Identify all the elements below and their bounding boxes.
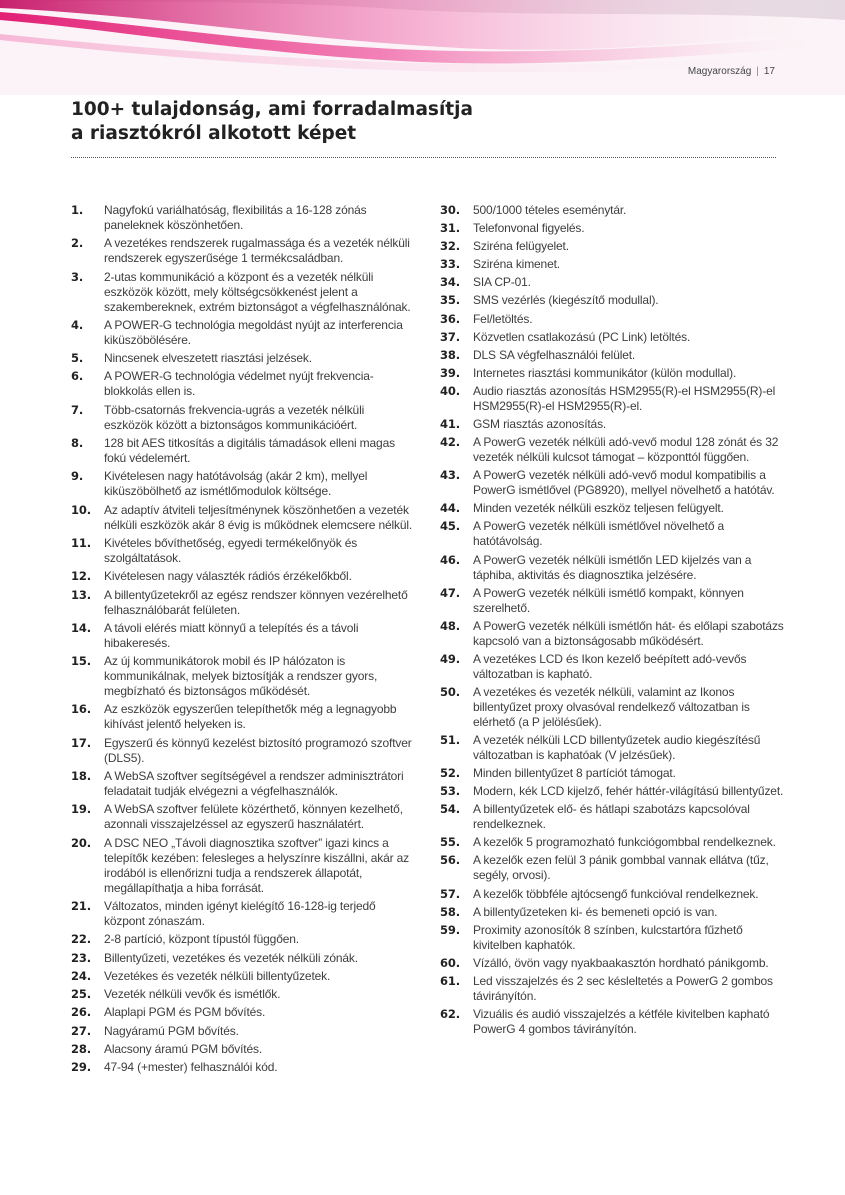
list-item xyxy=(71,621,416,651)
item-text: A PowerG vezeték nélküli ismétlőn LED kijelzés van a táphiba, aktivitás és diagnosztika jelzésére. xyxy=(473,552,752,582)
item-number: 25. xyxy=(71,987,91,1002)
item-number: 21. xyxy=(71,898,91,913)
item-text: Nincsenek elveszetett riasztási jelzések. xyxy=(104,351,312,366)
item-number: 47. xyxy=(440,585,460,600)
list-item xyxy=(440,275,785,290)
item-text: Fel/letöltés. xyxy=(473,311,533,326)
item-text: Internetes riasztási kommunikátor (külön modullal). xyxy=(473,365,737,380)
list-item xyxy=(440,366,785,381)
list-item xyxy=(440,766,785,781)
item-text: A vezetékes és vezeték nélküli, valamint az Ikonos billentyűzet proxy olvasóval rendelkező változatban is elérhető (a P jelölésűek). xyxy=(473,684,750,729)
item-number: 32. xyxy=(440,239,460,254)
item-text: Közvetlen csatlakozású (PC Link) letöltés. xyxy=(473,329,691,344)
item-number: 62. xyxy=(440,1007,460,1021)
list-item xyxy=(440,853,785,883)
item-number: 37. xyxy=(440,329,460,344)
list-item xyxy=(440,468,785,498)
list-item xyxy=(440,586,785,616)
item-text: A billentyűzeteken ki- és bemeneti opció is van. xyxy=(473,904,718,919)
item-number: 60. xyxy=(440,955,460,970)
list-item xyxy=(440,330,785,345)
list-item xyxy=(440,312,785,327)
dotted-divider xyxy=(71,157,776,158)
list-item xyxy=(71,969,416,984)
item-text: Az új kommunikátorok mobil és IP hálózaton is kommunikálnak, melyek biztosítják a rendszer gyors, megbízható és biztonságos működését. xyxy=(104,654,378,699)
item-text: Minden vezeték nélküli eszköz teljesen felügyelt. xyxy=(473,501,724,516)
list-item xyxy=(440,956,785,971)
item-number: 24. xyxy=(71,968,91,983)
item-text: Sziréna felügyelet. xyxy=(473,239,569,254)
list-item xyxy=(440,203,785,218)
item-text: SIA CP-01. xyxy=(473,275,531,290)
item-text: A kezelők 5 programozható funkciógombbal rendelkeznek. xyxy=(473,835,776,850)
list-item xyxy=(71,1024,416,1039)
section-label: Magyarország xyxy=(687,66,752,77)
list-item xyxy=(440,553,785,583)
list-item xyxy=(71,654,416,699)
item-number: 54. xyxy=(440,802,460,817)
list-item xyxy=(440,974,785,1004)
item-number: 6. xyxy=(71,369,84,384)
item-number: 11. xyxy=(71,535,91,550)
item-text: 47-94 (+mester) felhasználói kód. xyxy=(104,1060,278,1075)
item-number: 48. xyxy=(440,618,460,633)
list-item xyxy=(71,403,416,433)
item-text: Nagyfokú variálhatóság, flexibilitás a 16-128 zónás paneleknek köszönhetően. xyxy=(104,203,367,232)
item-text: Kivételesen nagy hatótávolság (akár 2 km), mellyel kiküszöbölhető az ismétlőmodulok költsége. xyxy=(104,469,368,499)
item-number: 39. xyxy=(440,365,460,380)
item-number: 51. xyxy=(440,732,460,747)
item-number: 61. xyxy=(440,973,460,988)
item-text: Led visszajelzés és 2 sec késleltetés a PowerG 2 gombos távirányítón. xyxy=(473,973,773,1003)
list-item xyxy=(440,257,785,272)
page-title xyxy=(71,98,771,146)
list-item xyxy=(71,987,416,1002)
feature-list-right xyxy=(440,203,785,1040)
item-text: A PowerG vezeték nélküli ismétlőn hát- és előlapi szabotázs kapcsoló van a biztonságosabb működésért. xyxy=(473,618,784,648)
item-number: 29. xyxy=(71,1060,91,1075)
item-text: A WebSA szoftver felülete közérthető, könnyen kezelhető, azonnali visszajelzéssel az egyszerű használatért. xyxy=(104,802,403,832)
list-item xyxy=(71,236,416,266)
item-text: Az eszközök egyszerűen telepíthetők még a legnagyobb kihívást jelentő helyeken is. xyxy=(104,702,397,732)
list-item xyxy=(440,835,785,850)
list-item xyxy=(440,435,785,465)
item-number: 41. xyxy=(440,417,460,432)
page-header-meta xyxy=(688,66,775,77)
list-item xyxy=(71,736,416,766)
item-number: 7. xyxy=(71,402,84,417)
list-item xyxy=(440,417,785,432)
item-text: A vezetékes rendszerek rugalmassága és a vezeték nélküli rendszerek egyszerűsége 1 termékcsaládban. xyxy=(104,236,410,266)
feature-list-left xyxy=(71,203,416,1079)
list-item xyxy=(440,384,785,414)
list-item xyxy=(71,702,416,732)
item-text: Modern, kék LCD kijelző, fehér háttér-világítású billentyűzet. xyxy=(473,784,784,799)
item-text: Az adaptív átviteli teljesítménynek köszönhetően a vezeték nélküli eszközök akár 8 évig is működnek elemcsere nélkül. xyxy=(104,502,413,532)
item-number: 14. xyxy=(71,620,91,635)
item-number: 58. xyxy=(440,904,460,919)
item-number: 55. xyxy=(440,835,460,850)
list-item xyxy=(440,293,785,308)
item-number: 57. xyxy=(440,886,460,901)
list-item xyxy=(440,802,785,832)
item-number: 45. xyxy=(440,519,460,534)
item-number: 16. xyxy=(71,702,91,717)
item-number: 1. xyxy=(71,203,84,217)
list-item xyxy=(440,923,785,953)
page-title-line-1: 100+ tulajdonság, ami forradalmasítja xyxy=(71,99,473,120)
item-text: Vezetékes és vezeték nélküli billentyűzetek. xyxy=(104,968,331,983)
list-item xyxy=(71,899,416,929)
item-text: A WebSA szoftver segítségével a rendszer adminisztrátori feladatait tudják elvégezni a végfelhasználók. xyxy=(104,769,404,799)
item-number: 4. xyxy=(71,317,84,332)
item-text: Változatos, minden igényt kielégítő 16-128-ig terjedő központ zónaszám. xyxy=(104,898,376,928)
item-number: 10. xyxy=(71,502,91,517)
list-item xyxy=(71,802,416,832)
item-number: 38. xyxy=(440,347,460,362)
item-number: 20. xyxy=(71,835,91,850)
item-number: 5. xyxy=(71,351,84,366)
item-number: 15. xyxy=(71,654,91,669)
item-number: 27. xyxy=(71,1023,91,1038)
list-item xyxy=(440,1007,785,1037)
list-item xyxy=(440,905,785,920)
item-text: A kezelők ezen felül 3 pánik gombbal vannak ellátva (tűz, segély, orvosi). xyxy=(473,853,769,883)
list-item xyxy=(71,536,416,566)
item-text: Sziréna kimenet. xyxy=(473,257,560,272)
item-text: A vezetékes LCD és Ikon kezelő beépített adó-vevős változatban is kapható. xyxy=(473,651,747,681)
item-text: A billentyűzetekről az egész rendszer könnyen vezérelhető felhasználóbarát felületen. xyxy=(104,587,408,617)
item-number: 8. xyxy=(71,436,84,451)
page-title-line-2: a riasztókról alkotott képet xyxy=(71,123,357,144)
header-separator: | xyxy=(756,66,759,77)
item-text: Billentyűzeti, vezetékes és vezeték nélküli zónák. xyxy=(104,950,358,965)
item-text: Vizuális és audió visszajelzés a kétféle kivitelben kapható PowerG 4 gombos távirányítón. xyxy=(473,1007,770,1036)
item-text: A vezeték nélküli LCD billentyűzetek audio kiegészítésű változatban is kaphatóak (V jelzésűek). xyxy=(473,732,761,762)
list-item xyxy=(71,318,416,348)
list-item xyxy=(440,652,785,682)
item-number: 13. xyxy=(71,587,91,602)
item-number: 12. xyxy=(71,569,91,584)
item-text: GSM riasztás azonosítás. xyxy=(473,417,607,432)
item-number: 17. xyxy=(71,735,91,750)
item-number: 44. xyxy=(440,501,460,516)
item-number: 35. xyxy=(440,293,460,308)
list-item xyxy=(440,619,785,649)
item-text: 500/1000 tételes eseménytár. xyxy=(473,203,627,217)
item-number: 34. xyxy=(440,275,460,290)
item-text: Minden billentyűzet 8 partíciót támogat. xyxy=(473,766,676,781)
item-text: Audio riasztás azonosítás HSM2955(R)-el HSM2955(R)-el HSM2955(R)-el HSM2955(R)-el. xyxy=(473,383,776,413)
item-number: 50. xyxy=(440,684,460,699)
item-text: Proximity azonosítók 8 színben, kulcstartóra fűzhető kivitelben kaphatók. xyxy=(473,922,743,952)
item-number: 3. xyxy=(71,269,84,284)
item-text: Kivételesen nagy választék rádiós érzékelőkből. xyxy=(104,569,352,584)
item-number: 42. xyxy=(440,435,460,450)
list-item xyxy=(440,519,785,549)
item-text: A PowerG vezeték nélküli adó-vevő modul 128 zónát és 32 vezeték nélküli kulcsot támogat – központtól függően. xyxy=(473,435,779,465)
list-item xyxy=(71,469,416,499)
list-item xyxy=(440,221,785,236)
item-text: Egyszerű és könnyű kezelést biztosító programozó szoftver (DLS5). xyxy=(104,735,412,765)
list-item xyxy=(440,348,785,363)
item-number: 40. xyxy=(440,383,460,398)
item-text: A POWER-G technológia védelmet nyújt frekvencia-blokkolás ellen is. xyxy=(104,369,374,399)
item-number: 36. xyxy=(440,311,460,326)
item-number: 53. xyxy=(440,784,460,799)
item-text: A POWER-G technológia megoldást nyújt az interferencia kiküszöbölésére. xyxy=(104,317,403,347)
item-number: 19. xyxy=(71,802,91,817)
list-item xyxy=(71,1005,416,1020)
page-number: 17 xyxy=(763,66,775,77)
item-text: SMS vezérlés (kiegészítő modullal). xyxy=(473,293,659,308)
item-text: Vezeték nélküli vevők és ismétlők. xyxy=(104,987,281,1002)
header-banner xyxy=(0,0,845,95)
item-text: Vízálló, övön vagy nyakbaakasztón hordható pánikgomb. xyxy=(473,955,769,970)
item-number: 56. xyxy=(440,853,460,868)
item-number: 9. xyxy=(71,469,84,484)
item-text: Alaplapi PGM és PGM bővítés. xyxy=(104,1005,266,1020)
item-text: Kivételes bővíthetőség, egyedi termékelőnyök és szolgáltatások. xyxy=(104,535,358,565)
list-item xyxy=(71,569,416,584)
item-number: 49. xyxy=(440,651,460,666)
item-text: A kezelők többféle ajtócsengő funkcióval rendelkeznek. xyxy=(473,886,759,901)
item-number: 2. xyxy=(71,236,84,251)
item-number: 43. xyxy=(440,468,460,483)
list-item xyxy=(71,769,416,799)
item-text: A PowerG vezeték nélküli ismétlő kompakt, könnyen szerelhető. xyxy=(473,585,744,615)
list-item xyxy=(71,1060,416,1075)
item-number: 22. xyxy=(71,932,91,947)
list-item xyxy=(440,733,785,763)
list-item xyxy=(71,503,416,533)
list-item xyxy=(71,369,416,399)
item-number: 23. xyxy=(71,950,91,965)
item-text: 2-8 partíció, központ típustól függően. xyxy=(104,932,299,947)
list-item xyxy=(71,1042,416,1057)
item-number: 31. xyxy=(440,221,460,236)
item-number: 28. xyxy=(71,1042,91,1057)
item-number: 30. xyxy=(440,203,460,217)
item-number: 59. xyxy=(440,922,460,937)
list-item xyxy=(71,951,416,966)
item-text: A távoli elérés miatt könnyű a telepítés és a távoli hibakeresés. xyxy=(104,620,359,650)
item-text: DLS SA végfelhasználói felület. xyxy=(473,347,636,362)
item-number: 52. xyxy=(440,766,460,781)
list-item xyxy=(71,351,416,366)
item-number: 18. xyxy=(71,769,91,784)
item-text: 2-utas kommunikáció a központ és a vezeték nélküli eszközök között, mely költségcsökkenést jelent a szakembereknek, extrém biztonságot a végfelhasználónak. xyxy=(104,269,411,314)
item-text: Nagyáramú PGM bővítés. xyxy=(104,1023,239,1038)
item-text: Több-csatornás frekvencia-ugrás a vezeték nélküli eszközök között a biztonságos kommunikációért. xyxy=(104,402,365,432)
list-item xyxy=(71,270,416,315)
list-item xyxy=(71,932,416,947)
item-number: 26. xyxy=(71,1005,91,1020)
item-text: Telefonvonal figyelés. xyxy=(473,221,585,236)
item-number: 33. xyxy=(440,257,460,272)
item-text: 128 bit AES titkosítás a digitális támadások elleni magas fokú védelemért. xyxy=(104,436,395,466)
list-item xyxy=(440,887,785,902)
item-text: A PowerG vezeték nélküli adó-vevő modul kompatibilis a PowerG ismétlővel (PG8920), mellyel növelhető a hatótáv. xyxy=(473,468,775,498)
item-text: A billentyűzetek elő- és hátlapi szabotázs kapcsolóval rendelkeznek. xyxy=(473,802,750,832)
decorative-wave xyxy=(0,0,845,95)
list-item xyxy=(71,588,416,618)
list-item xyxy=(71,436,416,466)
item-text: A DSC NEO „Távoli diagnosztika szoftver” igazi kincs a telepítők kezében: felesleges a helyszínre kiszállni, akár az irodából is ellenőrizni tudja a rendszerek állapotát, megállapíthatja a hiba forrását. xyxy=(104,835,410,895)
list-item xyxy=(440,501,785,516)
list-item xyxy=(440,784,785,799)
item-text: Alacsony áramú PGM bővítés. xyxy=(104,1042,263,1057)
item-text: A PowerG vezeték nélküli ismétlővel növelhető a hatótávolság. xyxy=(473,519,725,549)
list-item xyxy=(71,203,416,233)
list-item xyxy=(440,239,785,254)
list-item xyxy=(440,685,785,730)
list-item xyxy=(71,836,416,896)
item-number: 46. xyxy=(440,552,460,567)
